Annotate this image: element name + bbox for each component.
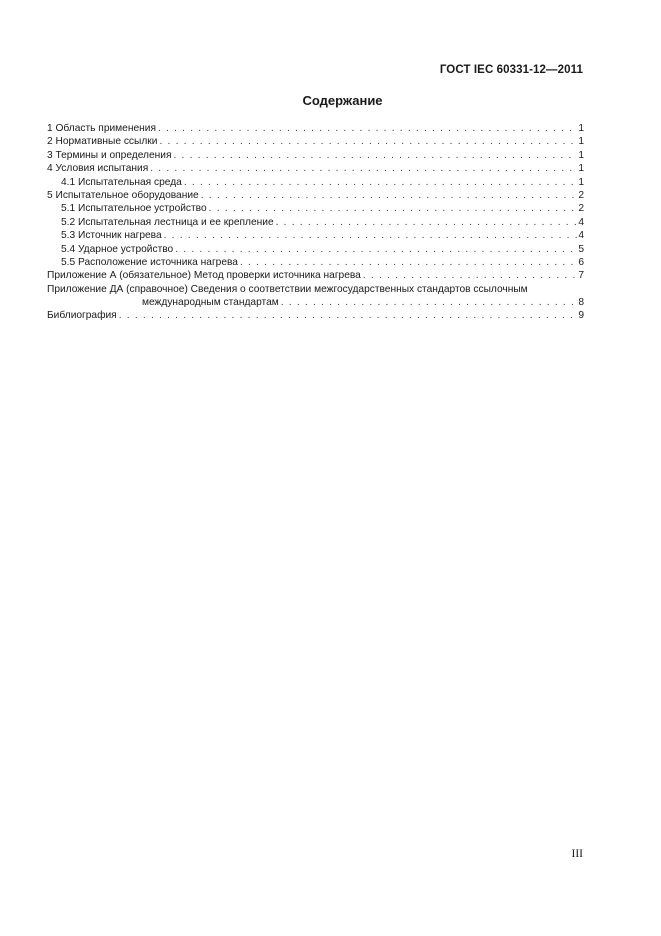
- toc-leader-dots: [173, 243, 577, 256]
- toc-entry-label: Приложение А (обязательное) Метод проверки источника нагрева: [47, 270, 361, 282]
- toc-entry-page: 1: [578, 136, 584, 148]
- toc-entry-page: 8: [578, 297, 584, 309]
- toc-entry-label: 4 Условия испытания: [47, 163, 149, 175]
- toc-entry-label: 5.5 Расположение источника нагрева: [61, 256, 238, 268]
- toc-entry-page: 7: [578, 270, 584, 282]
- toc-entry-page: 6: [578, 256, 584, 268]
- toc-entry-appendix-da[interactable]: [47, 283, 584, 310]
- toc-subentry[interactable]: [47, 176, 584, 189]
- toc-subentry[interactable]: [47, 216, 584, 229]
- toc-entry-label: 3 Термины и определения: [47, 149, 172, 161]
- toc-entry-page: 1: [578, 122, 584, 134]
- toc-leader-dots: [274, 216, 578, 229]
- toc-entry-page: 1: [578, 163, 584, 175]
- toc-subentry[interactable]: [47, 202, 584, 215]
- toc-leader-dots: [117, 309, 578, 322]
- toc-leader-dots: [157, 135, 577, 148]
- toc-entry-label: 2 Нормативные ссылки: [47, 136, 158, 148]
- toc-entry-page: 4: [578, 230, 584, 242]
- toc-entry-page: 1: [578, 149, 584, 161]
- toc-entry-label-line1: Приложение ДА (справочное) Сведения о соответствии межгосударственных стандартов ссылочным: [47, 283, 528, 295]
- toc-leader-dots: [156, 122, 577, 135]
- toc-entry-label: 4.1 Испытательная среда: [61, 176, 182, 188]
- toc-leader-dots: [238, 256, 577, 269]
- toc-entry[interactable]: [47, 162, 584, 175]
- toc-entry-label: Библиография: [47, 310, 117, 322]
- toc-leader-dots: [182, 176, 578, 189]
- page-number: III: [571, 848, 583, 860]
- toc-entry[interactable]: [47, 149, 584, 162]
- toc-entry-appendix-a[interactable]: [47, 269, 584, 282]
- toc-leader-dots: [199, 189, 578, 202]
- toc-subentry[interactable]: [47, 243, 584, 256]
- toc-leader-dots: [171, 149, 577, 162]
- toc-entry-page: 1: [578, 176, 584, 188]
- toc-entry-label: 5 Испытательное оборудование: [47, 189, 199, 201]
- table-of-contents: [47, 122, 584, 323]
- toc-leader-dots: [361, 269, 577, 282]
- toc-entry-label: 1 Область применения: [47, 122, 156, 134]
- toc-entry-label: 5.2 Испытательная лестница и ее крепление: [61, 216, 274, 228]
- header-document-code: ГОСТ IEC 60331-12—2011: [439, 64, 583, 76]
- toc-entry-label: 5.3 Источник нагрева: [61, 230, 162, 242]
- toc-title: Содержание: [302, 93, 383, 108]
- toc-entry-page: 4: [578, 216, 584, 228]
- toc-leader-dots: [148, 162, 577, 175]
- toc-subentry[interactable]: [47, 256, 584, 269]
- toc-entry[interactable]: [47, 122, 584, 135]
- toc-leader-dots: [207, 202, 578, 215]
- toc-entry-page: 5: [578, 243, 584, 255]
- toc-entry-label: 5.4 Ударное устройство: [61, 243, 174, 255]
- toc-entry-bibliography[interactable]: [47, 309, 584, 322]
- toc-entry-label: 5.1 Испытательное устройство: [61, 203, 207, 215]
- toc-entry-page: 2: [578, 203, 584, 215]
- toc-entry-page: 2: [578, 189, 584, 201]
- toc-leader-dots: [162, 229, 578, 242]
- toc-entry[interactable]: [47, 189, 584, 202]
- toc-subentry[interactable]: [47, 229, 584, 242]
- toc-leader-dots: [279, 296, 578, 309]
- toc-entry[interactable]: [47, 135, 584, 148]
- toc-entry-page: 9: [578, 310, 584, 322]
- toc-entry-label-line2: международным стандартам: [142, 297, 279, 309]
